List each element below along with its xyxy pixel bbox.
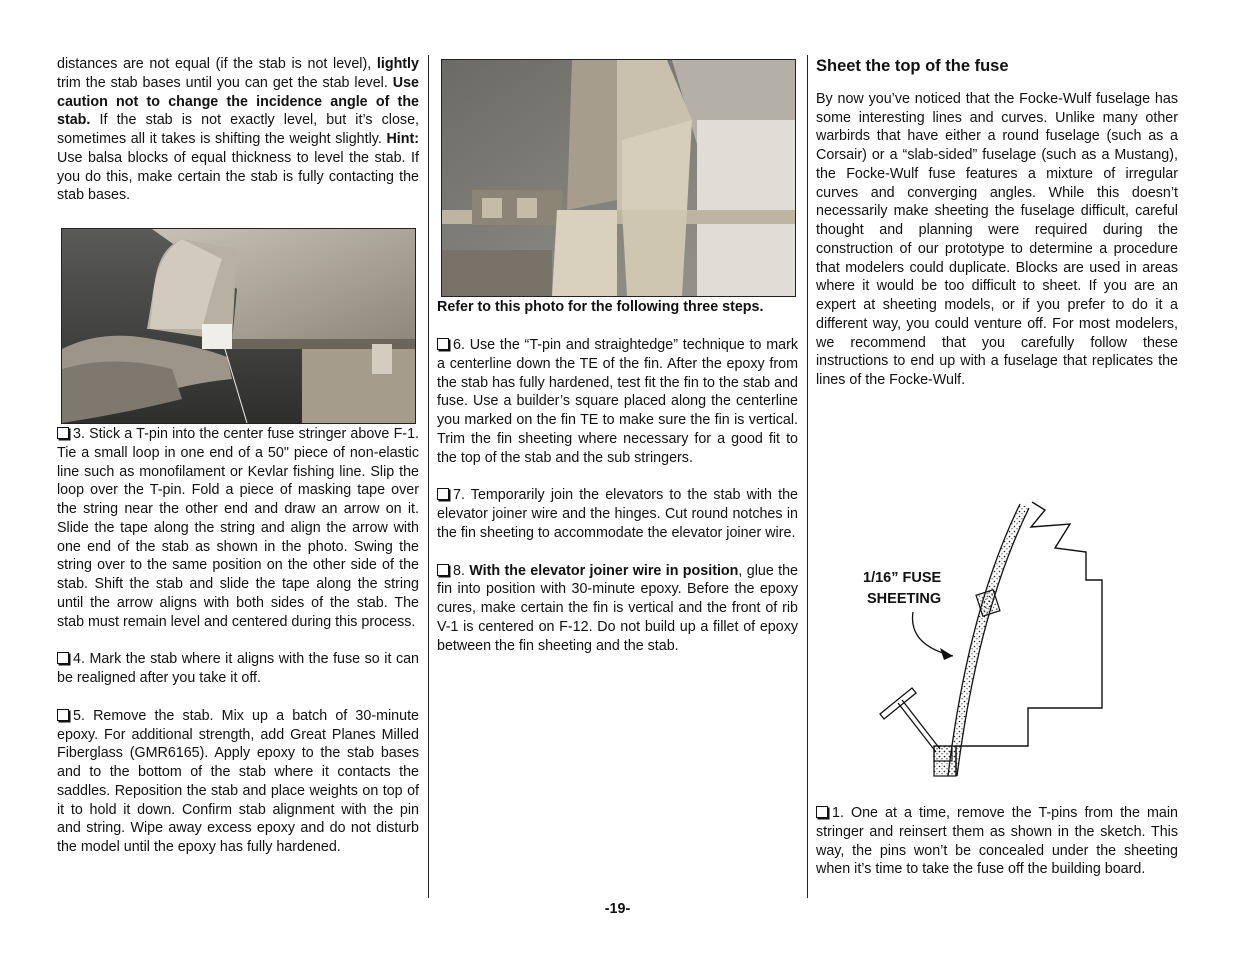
step-8: 8. With the elevator joiner wire in position, glue the fin into position with 30-minute epoxy. Before the epoxy cures, make certain the fin is vertical and the front of rib V-1 is centered on F-12. Do not build up a fillet of epoxy between the fin sheeting and the stab. [437, 562, 799, 654]
checkbox-icon[interactable] [437, 338, 449, 350]
checkbox-icon[interactable] [57, 652, 69, 664]
step-3: 3. Stick a T-pin into the center fuse stringer above F-1. Tie a small loop in one end of a 50" piece of non-elastic line such as monofilament or Kevlar fishing line. Slip the loop over the T-pin. Fold a piece of masking tape over the string near the other end and draw an arrow on it. Slide the tape along the string and align the arrow with one end of the stab as shown in the photo. Swing the string over to the same position on the other side of the stab. Shift the stab and slide the tape along the string until the arrow aligns with both sides of the stab. The stab must remain level and centered during this process. [57, 426, 419, 630]
section-intro: By now you’ve noticed that the Focke-Wulf fuselage has some interesting lines and curves. Unlike many other warbirds that have either a round fuselage (such as a Corsair) or a “slab-sided” fuselage (such as a Mustang), the Focke-Wulf fuse features a mixture of irregular curves and converging angles. While this doesn’t necessarily make sheeting the fuselage difficult, careful thought and planning were required during the construction of our prototype to determine a procedure that modelers could duplicate. Blocks are used in areas where it would be too difficult to sheet. If you are an expert at sheeting models, or if you prefer to do it a different way, you could venture off. For most modelers, we recommend that you carefully follow these instructions to end up with a fuselage that replicates the lines of the Focke-Wulf. [816, 90, 1178, 388]
right-column [816, 55, 1178, 390]
sketch-label-line-2: SHEETING [867, 591, 942, 607]
section-heading: Sheet the top of the fuse [816, 57, 1009, 75]
fin-and-stab-photo [441, 59, 796, 297]
stab-alignment-photo [61, 228, 416, 424]
checkbox-icon[interactable] [816, 806, 828, 818]
left-column [57, 55, 419, 857]
step-7: 7. Temporarily join the elevators to the stab with the elevator joiner wire and the hinges. Cut round notches in the fin sheeting to accommodate the elevator joiner wire. [437, 487, 798, 541]
step-6: 6. Use the “T-pin and straightedge” technique to mark a centerline down the TE of the fin. After the epoxy from the stab has fully hardened, test fit the fin to the stab and fuse. Use a builder’s square placed along the centerline you marked on the fin TE to make sure the fin is vertical. Trim the fin sheeting where necessary for a good fit to the top of the stab and the sub stringers. [437, 337, 798, 466]
middle-column [437, 336, 798, 655]
photo-caption: Refer to this photo for the following three steps. [437, 299, 764, 315]
checkbox-icon[interactable] [437, 564, 449, 576]
step-4: 4. Mark the stab where it aligns with the fuse so it can be realigned after you take it off. [57, 651, 419, 686]
checkbox-icon[interactable] [57, 709, 69, 721]
right-column-step [816, 804, 1178, 879]
step-5: 5. Remove the stab. Mix up a batch of 30-minute epoxy. For additional strength, add Great Planes Milled Fiberglass (GMR6165). Apply epoxy to the stab bases and to the bottom of the stab where it contacts the saddles. Reposition the stab and place weights on top of it to hold it down. Confirm stab alignment with the pin and string. Wipe away excess epoxy and do not disturb the model until the epoxy has fully hardened. [57, 707, 419, 855]
column-divider-left [428, 55, 429, 898]
step-1: 1. One at a time, remove the T-pins from the main stringer and reinsert them as shown in the sketch. This way, the pins won’t be concealed under the sheeting when it’s time to take the fuse off the building board. [816, 805, 1178, 878]
column-divider-right [807, 55, 808, 898]
page-number: -19- [604, 901, 631, 917]
intro-paragraph: distances are not equal (if the stab is not level), lightly trim the stab bases until you can get the stab level. Use caution not to change the incidence angle of the stab. If the stab is not exactly level, but it’s close, sometimes all it takes is shifting the weight slightly. Hint: Use balsa blocks of equal thickness to level the stab. If you do this, make certain the stab is fully contacting the stab bases. [57, 56, 419, 204]
checkbox-icon[interactable] [437, 488, 449, 500]
checkbox-icon[interactable] [57, 427, 69, 439]
sketch-label-line-1: 1/16” FUSE [863, 570, 942, 586]
fuse-sheeting-sketch [858, 490, 1168, 785]
